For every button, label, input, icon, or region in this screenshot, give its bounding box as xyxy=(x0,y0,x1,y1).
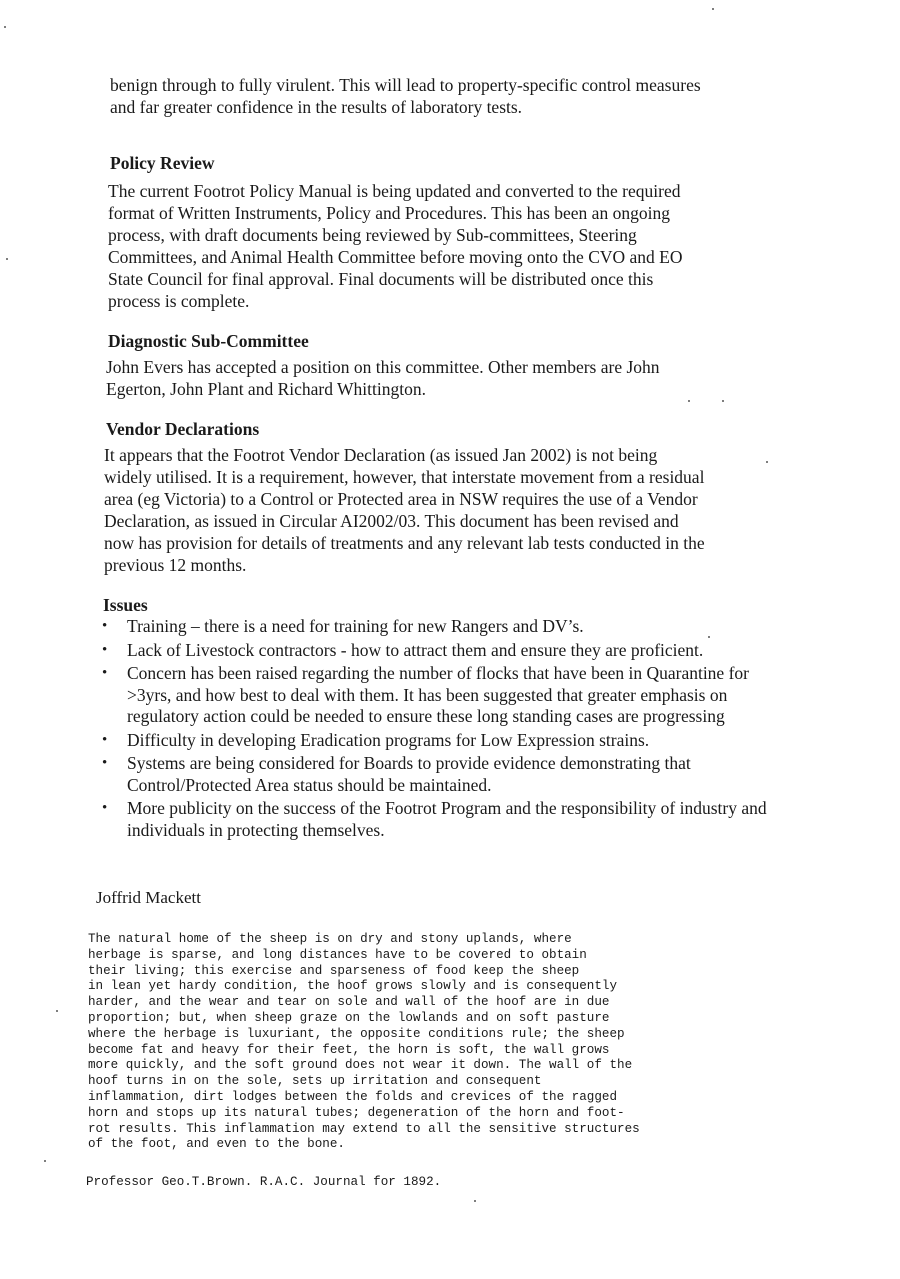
issue-text: Training – there is a need for training for new Rangers and DV’s. xyxy=(127,616,584,636)
list-item xyxy=(100,640,780,662)
list-item xyxy=(100,616,780,638)
scan-speck xyxy=(722,400,724,402)
list-item xyxy=(100,753,780,796)
vendor-body: It appears that the Footrot Vendor Declaration (as issued Jan 2002) is not being widely utilised. It is a requirement, however, that interstate movement from a residual area (eg Victoria) to a Control or Protected area in NSW requires the use of a Vendor Declaration, as issued in Circular AI2002/03. This document has been revised and now has provision for details of treatments and any relevant lab tests conducted in the previous 12 months. xyxy=(104,445,705,575)
issue-text: Systems are being considered for Boards to provide evidence demonstrating that Control/Protected Area status should be maintained. xyxy=(127,753,691,795)
diagnostic-body: John Evers has accepted a position on this committee. Other members are John Egerton, John Plant and Richard Whittington. xyxy=(106,357,660,399)
issue-text: Concern has been raised regarding the number of flocks that have been in Quarantine for >3yrs, and how best to deal with them. It has been suggested that greater emphasis on regulatory action could be needed to ensure these long standing cases are progressing xyxy=(127,663,749,726)
list-item xyxy=(100,798,780,841)
scan-speck xyxy=(44,1160,46,1162)
vendor-heading: Vendor Declarations xyxy=(106,419,260,439)
list-item xyxy=(100,663,780,728)
bullet-icon: • xyxy=(102,641,108,658)
scan-speck xyxy=(4,26,6,28)
list-item xyxy=(100,730,780,752)
scan-speck xyxy=(474,1200,476,1202)
scan-speck xyxy=(6,258,8,260)
historical-quote: The natural home of the sheep is on dry and stony uplands, where herbage is sparse, and long distances have to be covered to obtain their living; this exercise and sparseness of food keep the sheep in lean yet hardy condition, the hoof grows slowly and is consequently harder, and the wear and tear on sole and wall of the hoof are in due proportion; but, when sheep graze on the lowlands and on soft pasture where the herbage is luxuriant, the opposite conditions rule; the sheep become fat and heavy for their feet, the horn is soft, the wall grows more quickly, and the soft ground does not wear it down. The wall of the hoof turns in on the sole, sets up irritation and consequent inflammation, dirt lodges between the folds and crevices of the ragged horn and stops up its natural tubes; degeneration of the horn and foot- rot results. This inflammation may extend to all the sensitive structures of the foot, and even to the bone. xyxy=(88,932,640,1152)
author-signature: Joffrid Mackett xyxy=(96,888,201,907)
continuation-paragraph: benign through to fully virulent. This will lead to property-specific control measures and far greater confidence in the results of laboratory tests. xyxy=(110,75,701,117)
scan-speck xyxy=(712,8,714,10)
bullet-icon: • xyxy=(102,665,108,681)
bullet-icon: • xyxy=(102,731,108,748)
policy-review-body: The current Footrot Policy Manual is being updated and converted to the required format of Written Instruments, Policy and Procedures. This has been an ongoing process, with draft documents being reviewed by Sub-committees, Steering Committees, and Animal Health Committee before moving onto the CVO and EO State Council for final approval. Final documents will be distributed once this process is complete. xyxy=(108,181,683,311)
bullet-icon: • xyxy=(102,755,108,771)
issues-list xyxy=(100,616,780,843)
issue-text: Difficulty in developing Eradication programs for Low Expression strains. xyxy=(127,729,650,750)
policy-review-heading: Policy Review xyxy=(110,153,215,173)
scan-speck xyxy=(56,1010,58,1012)
diagnostic-heading: Diagnostic Sub-Committee xyxy=(108,331,309,351)
issue-text: More publicity on the success of the Footrot Program and the responsibility of industry and individuals in protecting themselves. xyxy=(127,798,767,840)
bullet-icon: • xyxy=(102,618,108,634)
issue-text: Lack of Livestock contractors - how to attract them and ensure they are proficient. xyxy=(127,639,704,660)
scan-speck xyxy=(688,400,690,402)
bullet-icon: • xyxy=(102,800,108,816)
quote-attribution: Professor Geo.T.Brown. R.A.C. Journal for 1892. xyxy=(86,1175,442,1189)
issues-heading: Issues xyxy=(103,595,148,615)
